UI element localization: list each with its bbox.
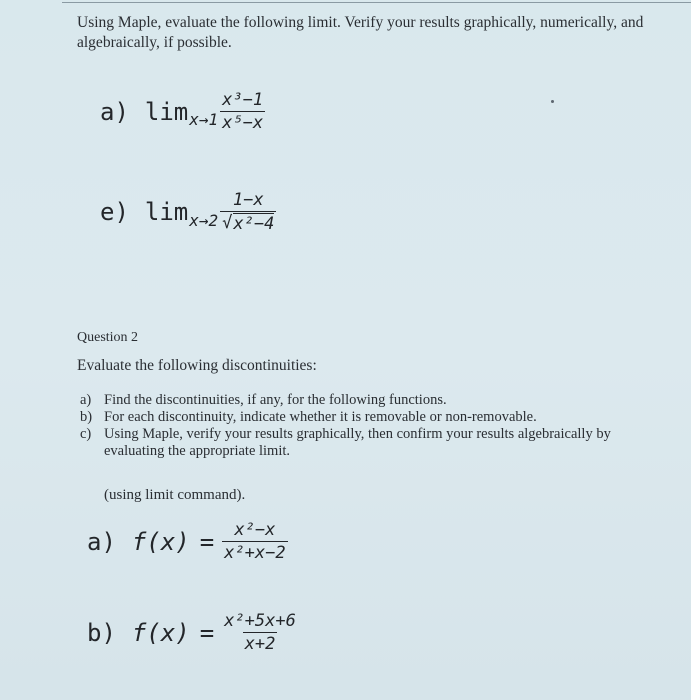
list-item xyxy=(80,426,650,460)
question-2-instruction: Evaluate the following discontinuities: xyxy=(77,357,317,374)
function-a-fx: f(x) xyxy=(131,527,190,556)
limit-e-fraction xyxy=(220,190,276,234)
sqrt-radical xyxy=(222,213,274,234)
list-text: For each discontinuity, indicate whether it is removable or non-removable. xyxy=(104,409,537,425)
limit-e-lim: lim xyxy=(144,198,189,226)
function-b-label: b) xyxy=(87,618,116,647)
list-item xyxy=(80,409,650,426)
list-text: Using Maple, verify your results graphically, then confirm your results algebraically by evaluating the appropriate limit. xyxy=(104,426,611,459)
limit-command-note: (using limit command). xyxy=(104,487,246,503)
function-b-denominator: x+2 xyxy=(244,634,276,654)
function-b-numerator: x²+5x+6 xyxy=(224,611,296,631)
list-text: Find the discontinuities, if any, for the following functions. xyxy=(104,392,447,408)
question-2-heading: Question 2 xyxy=(77,330,139,345)
limit-a-label: a) xyxy=(100,97,129,126)
limit-a xyxy=(100,90,265,133)
function-a-label: a) xyxy=(87,527,116,556)
limit-a-fraction xyxy=(220,90,265,133)
function-a-equals: = xyxy=(199,527,215,556)
limit-a-denominator: x⁵−x xyxy=(222,113,264,133)
function-b-fraction xyxy=(222,611,298,654)
limit-e xyxy=(100,190,276,234)
top-divider xyxy=(62,2,691,3)
function-b xyxy=(87,611,298,654)
limit-e-denominator xyxy=(220,211,276,234)
limit-e-approach: x→2 xyxy=(189,210,219,230)
limit-a-approach: x→1 xyxy=(189,110,219,129)
limit-a-lim: lim xyxy=(144,97,189,126)
list-marker: a) xyxy=(80,392,92,408)
list-marker: c) xyxy=(80,426,92,442)
limit-e-numerator: 1−x xyxy=(232,190,264,210)
intro-text: Using Maple, evaluate the following limit. Verify your results graphically, numerically, and algebraically, if possible. xyxy=(77,14,644,51)
function-b-fx: f(x) xyxy=(131,618,190,647)
list-marker: b) xyxy=(80,409,93,425)
speck xyxy=(551,100,554,103)
sqrt-radicand: x²−4 xyxy=(233,214,275,234)
task-list xyxy=(80,392,650,460)
function-a xyxy=(87,520,288,563)
list-item xyxy=(80,392,650,409)
limit-a-numerator: x³−1 xyxy=(222,90,264,110)
sqrt-symbol: √ xyxy=(222,213,233,233)
function-a-denominator: x²+x−2 xyxy=(224,543,286,563)
function-b-equals: = xyxy=(199,618,215,647)
limit-e-label: e) xyxy=(100,198,129,226)
function-a-numerator: x²−x xyxy=(234,520,276,540)
function-a-fraction xyxy=(222,520,287,563)
